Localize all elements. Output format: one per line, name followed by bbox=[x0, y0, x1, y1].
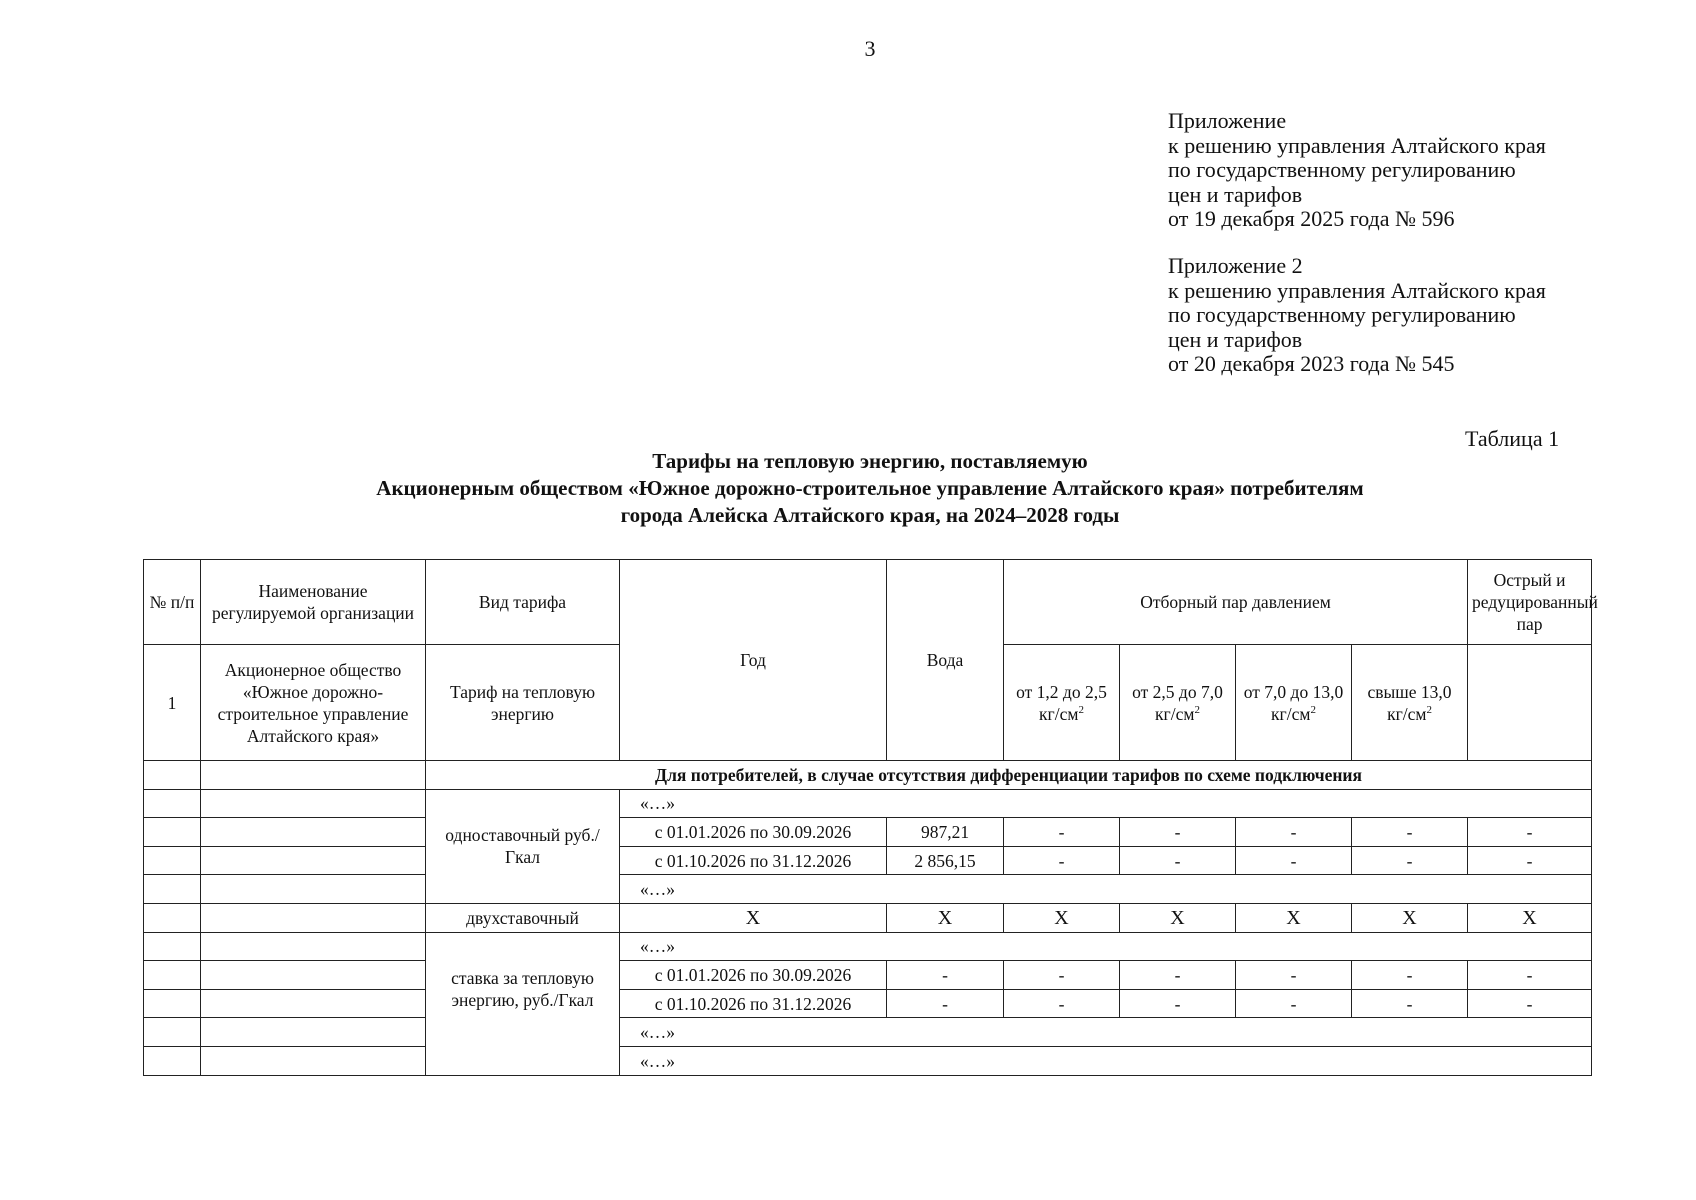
value-cell: - bbox=[1352, 846, 1468, 875]
single-rate-label: одноставочный руб./Гкал bbox=[426, 789, 620, 903]
value-cell: - bbox=[1004, 818, 1120, 847]
header-org: Наименование регулируемой организации bbox=[201, 560, 426, 645]
water-value: 987,21 bbox=[887, 818, 1004, 847]
value-cell: - bbox=[1236, 818, 1352, 847]
appendix-line: цен и тарифов bbox=[1168, 181, 1303, 207]
header-num: № п/п bbox=[144, 560, 201, 645]
section-title: Для потребителей, в случае отсутствия дифференциации тарифов по схеме подключения bbox=[426, 761, 1592, 790]
title-line: Акционерным обществом «Южное дорожно-строительное управление Алтайского края» потребителям bbox=[376, 476, 1364, 500]
table-row bbox=[144, 961, 1592, 990]
appendix-original bbox=[1168, 254, 1546, 377]
table-row bbox=[144, 989, 1592, 1018]
x-cell: X bbox=[1236, 903, 1352, 932]
ellipsis-row: «…» bbox=[620, 789, 1592, 818]
appendix-line: цен и тарифов bbox=[1168, 326, 1303, 352]
document-title bbox=[140, 448, 1600, 529]
ellipsis-row: «…» bbox=[620, 875, 1592, 904]
table-header-row bbox=[144, 560, 1592, 645]
water-value: 2 856,15 bbox=[887, 846, 1004, 875]
x-cell: X bbox=[1120, 903, 1236, 932]
org-name: Акционерное общество «Южное дорожно-строительное управление Алтайского края» bbox=[201, 645, 426, 761]
table-row bbox=[144, 875, 1592, 904]
period-cell: с 01.01.2026 по 30.09.2026 bbox=[620, 961, 887, 990]
ellipsis-row: «…» bbox=[620, 1046, 1592, 1075]
appendix-line: Приложение bbox=[1168, 108, 1287, 133]
two-rate-label: двухставочный bbox=[426, 903, 620, 932]
table-row bbox=[144, 846, 1592, 875]
value-cell: - bbox=[1120, 989, 1236, 1018]
value-cell: - bbox=[1120, 846, 1236, 875]
ellipsis-row: «…» bbox=[620, 932, 1592, 961]
value-cell: - bbox=[1468, 846, 1592, 875]
period-cell: с 01.10.2026 по 31.12.2026 bbox=[620, 846, 887, 875]
value-cell: - bbox=[1120, 818, 1236, 847]
header-steam-3: от 7,0 до 13,0 $кг/см^2$ bbox=[1236, 645, 1352, 761]
sharp-steam-empty bbox=[1468, 645, 1592, 761]
value-cell: - bbox=[1468, 961, 1592, 990]
value-cell: - bbox=[1468, 818, 1592, 847]
header-steam-1: от 1,2 до 2,5 $кг/см^2$ bbox=[1004, 645, 1120, 761]
energy-rate-label: ставка за тепловую энергию, руб./Гкал bbox=[426, 932, 620, 1075]
value-cell: - bbox=[1468, 989, 1592, 1018]
header-steam-4: свыше 13,0 $кг/см^2$ bbox=[1352, 645, 1468, 761]
appendix-current bbox=[1168, 109, 1546, 232]
ellipsis-row: «…» bbox=[620, 1018, 1592, 1047]
appendix-line: от 19 декабря 2025 года № 596 bbox=[1168, 206, 1455, 231]
value-cell: - bbox=[1004, 846, 1120, 875]
table-row bbox=[144, 818, 1592, 847]
section-row bbox=[144, 761, 1592, 790]
value-cell: - bbox=[887, 961, 1004, 990]
value-cell: - bbox=[1120, 961, 1236, 990]
table-row bbox=[144, 932, 1592, 961]
table-label: Таблица 1 bbox=[1465, 426, 1560, 451]
org-number: 1 bbox=[144, 645, 201, 761]
value-cell: - bbox=[1352, 818, 1468, 847]
appendix-line: от 20 декабря 2023 года № 545 bbox=[1168, 351, 1455, 376]
appendix-line: к решению управления Алтайского края bbox=[1168, 132, 1546, 158]
value-cell: - bbox=[887, 989, 1004, 1018]
page-number: 3 bbox=[864, 36, 876, 61]
value-cell: - bbox=[1236, 961, 1352, 990]
value-cell: - bbox=[1236, 989, 1352, 1018]
title-line: Тарифы на тепловую энергию, поставляемую bbox=[652, 449, 1088, 473]
header-water: Вода bbox=[887, 560, 1004, 761]
value-cell: - bbox=[1352, 961, 1468, 990]
value-cell: - bbox=[1004, 961, 1120, 990]
table-row bbox=[144, 1046, 1592, 1075]
x-cell: X bbox=[887, 903, 1004, 932]
appendix-line: Приложение 2 bbox=[1168, 253, 1303, 278]
table-row bbox=[144, 1018, 1592, 1047]
x-cell: X bbox=[1004, 903, 1120, 932]
table-row bbox=[144, 789, 1592, 818]
tariff-name: Тариф на тепловую энергию bbox=[426, 645, 620, 761]
value-cell: - bbox=[1004, 989, 1120, 1018]
period-cell: с 01.10.2026 по 31.12.2026 bbox=[620, 989, 887, 1018]
x-cell: X bbox=[1468, 903, 1592, 932]
table-row bbox=[144, 903, 1592, 932]
period-cell: с 01.01.2026 по 30.09.2026 bbox=[620, 818, 887, 847]
x-cell: X bbox=[1352, 903, 1468, 932]
header-steam-2: от 2,5 до 7,0 $кг/см^2$ bbox=[1120, 645, 1236, 761]
header-year: Год bbox=[620, 560, 887, 761]
header-steam-group: Отборный пар давлением bbox=[1004, 560, 1468, 645]
appendix-line: по государственному регулированию bbox=[1168, 157, 1516, 182]
appendix-line: по государственному регулированию bbox=[1168, 302, 1516, 327]
tariff-table bbox=[143, 559, 1598, 1076]
title-line: города Алейска Алтайского края, на 2024–2028 годы bbox=[620, 503, 1120, 527]
value-cell: - bbox=[1352, 989, 1468, 1018]
value-cell: - bbox=[1236, 846, 1352, 875]
x-cell: X bbox=[620, 903, 887, 932]
appendix-line: к решению управления Алтайского края bbox=[1168, 277, 1546, 303]
header-sharp-steam: Острый и редуцированный пар bbox=[1468, 560, 1592, 645]
header-type: Вид тарифа bbox=[426, 560, 620, 645]
